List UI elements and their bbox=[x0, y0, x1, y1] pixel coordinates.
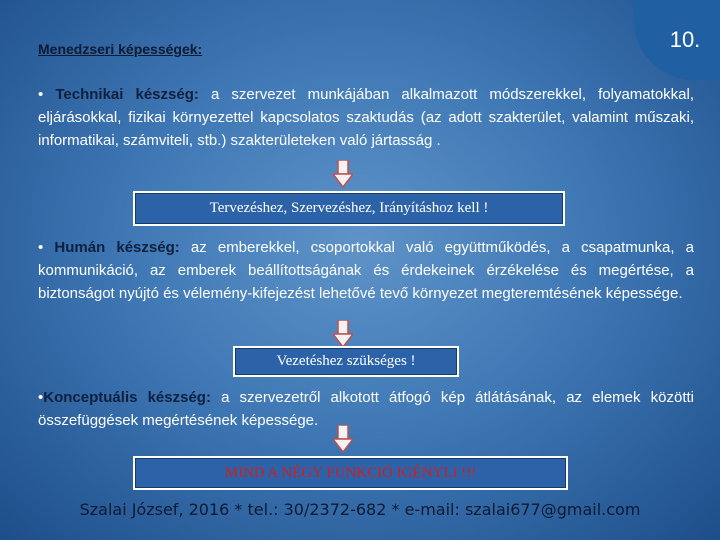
section-text: az emberekkel, csoportokkal való együttműködés, a csapatmunka, a kommunikáció, az emberek beállítottságának és érdekeinek érzékelése és megértése, a biztonságot nyújtó és vélemény-kifejezést lehetővé tevő környezet megteremtésének képessége. bbox=[38, 239, 695, 302]
down-arrow-icon bbox=[333, 160, 353, 188]
callout-text: Tervezéshez, Szervezéshez, Irányításhoz kell ! bbox=[209, 200, 489, 216]
down-arrow-icon bbox=[333, 320, 353, 348]
term-conceptual: Konceptuális készség: bbox=[43, 389, 211, 406]
bullet-icon: • bbox=[38, 86, 44, 103]
bullet-icon: • bbox=[38, 389, 44, 406]
callout-all-four-functions bbox=[133, 456, 568, 490]
term-technical: Technikai készség: bbox=[55, 86, 199, 103]
down-arrow-icon bbox=[333, 425, 353, 453]
slide-number: 10. bbox=[669, 27, 701, 52]
term-human: Humán készség: bbox=[54, 239, 180, 256]
callout-leadership bbox=[233, 346, 459, 377]
section-text: a szervezet munkájában alkalmazott módszerekkel, folyamatokkal, eljárásokkal, fizikai környezettel kapcsolatos szaktudás (az adott szakterület, valamint műszaki, informatikai, számviteli, stb.) szakterületeken való jártasság . bbox=[38, 86, 695, 149]
section-conceptual-skill bbox=[38, 386, 694, 432]
slide-title: Menedzseri képességek: bbox=[38, 41, 203, 57]
callout-text: MIND A NÉGY FUNKCIÓ IGÉNYLI !!! bbox=[224, 464, 477, 481]
section-text: a szervezetről alkotott átfogó kép átlátásának, az elemek közötti összefüggések megértésének képessége. bbox=[38, 389, 694, 429]
bullet-icon: • bbox=[38, 239, 44, 256]
section-human-skill bbox=[38, 236, 694, 305]
callout-planning-organizing bbox=[133, 191, 565, 226]
section-technical-skill bbox=[38, 83, 694, 152]
footer-contact: Szalai József, 2016 * tel.: 30/2372-682 * e-mail: szalai677@gmail.com bbox=[79, 500, 641, 519]
slide-number-badge bbox=[634, 0, 720, 80]
callout-text: Vezetéshez szükséges ! bbox=[276, 353, 416, 369]
